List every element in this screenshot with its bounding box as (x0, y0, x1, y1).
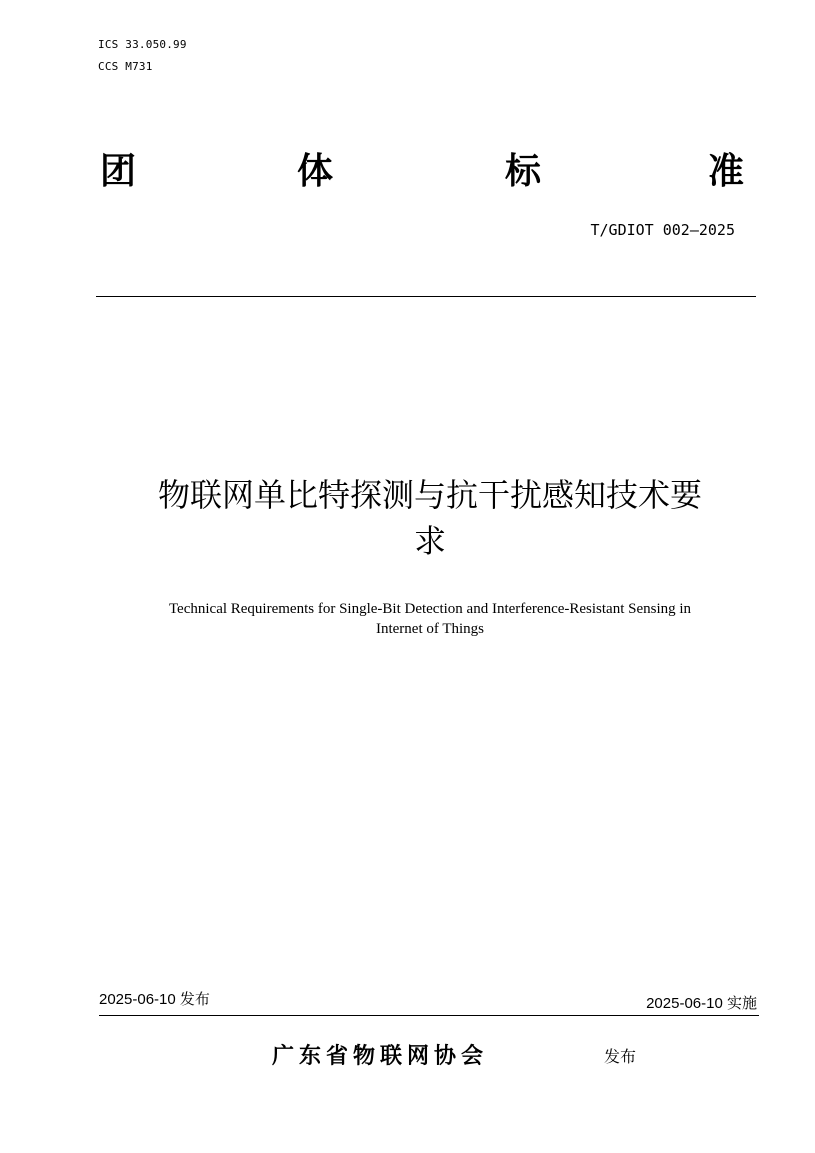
standard-type-char-4: 准 (708, 151, 745, 192)
english-title (80, 599, 780, 639)
header-divider (96, 296, 756, 297)
chinese-title (100, 472, 760, 564)
standard-type-char-2: 体 (297, 151, 334, 192)
standard-type-char-3: 标 (505, 151, 542, 192)
issue-date: 2025-06-10 发布 (99, 991, 210, 1008)
chinese-title-line-1: 物联网单比特探测与抗干扰感知技术要 (157, 476, 702, 514)
publisher-name: 广东省物联网协会 (272, 1044, 489, 1069)
standard-number: T/GDIOT 002—2025 (590, 221, 735, 239)
english-title-line-2: Internet of Things (375, 621, 485, 637)
implementation-date: 2025-06-10 实施 (646, 995, 757, 1012)
ics-code: ICS 33.050.99 (98, 38, 187, 51)
chinese-title-line-2: 求 (413, 522, 446, 560)
footer-divider (99, 1015, 759, 1016)
standard-type-char-1: 团 (100, 151, 137, 192)
ccs-code: CCS M731 (98, 60, 153, 73)
english-title-line-1: Technical Requirements for Single-Bit Detection and Interference-Resistant Sensing in (168, 601, 692, 617)
publish-label: 发布 (604, 1047, 637, 1066)
